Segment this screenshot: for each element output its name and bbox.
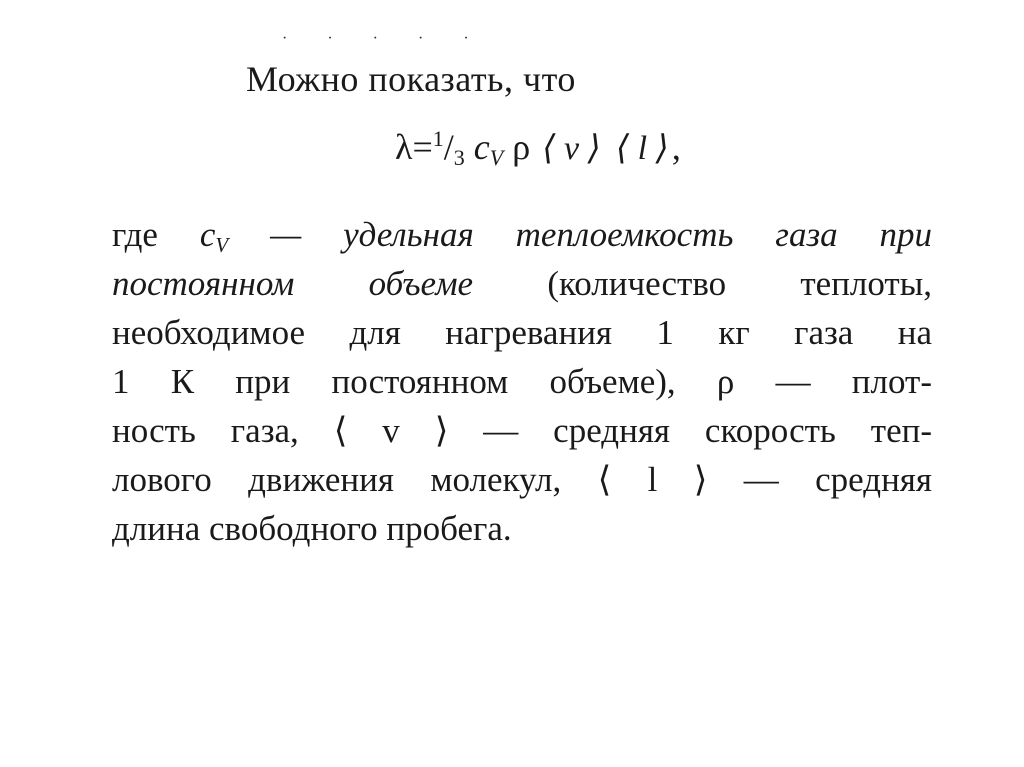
paragraph-line-2-rest: (количество теплоты, — [547, 264, 932, 303]
cv-symbol — [199, 215, 229, 257]
formula-mean-free-path: ⟨ l ⟩ — [615, 130, 669, 167]
header-marks: · · · · · — [282, 30, 487, 47]
cv-letter: c — [199, 215, 216, 254]
paragraph-line-3: необходимое для нагревания 1 кг газа на — [112, 313, 932, 352]
formula-rho: ρ — [512, 127, 531, 167]
formula — [395, 126, 681, 171]
cv-definition-end: постоянном объеме — [112, 264, 474, 303]
paragraph-line-5: ность газа, ⟨ v ⟩ — средняя скорость теп- — [112, 411, 932, 450]
formula-slash: / — [443, 127, 454, 167]
paragraph-line-2 — [112, 259, 932, 308]
formula-comma: , — [671, 127, 681, 167]
paragraph-line-7: длина свободного пробега. — [112, 509, 512, 548]
where-word: где — [112, 215, 158, 254]
formula-denominator: 3 — [453, 145, 465, 170]
paragraph-line-1 — [112, 210, 932, 259]
paragraph-line-4: 1 К при постоянном объеме), ρ — плот- — [112, 362, 932, 401]
formula-c: c — [473, 127, 490, 167]
intro-text: Можно показать, что — [246, 59, 576, 99]
formula-mean-velocity: ⟨ v ⟩ — [542, 130, 601, 167]
explanation-paragraph — [112, 210, 932, 553]
formula-numerator: 1 — [432, 126, 444, 151]
formula-lambda: λ — [395, 127, 413, 167]
cv-subscript: V — [215, 233, 229, 257]
formula-equals: = — [412, 127, 433, 167]
cv-definition: — удельная теплоемкость газа при — [270, 215, 933, 254]
paragraph-line-6: лового движения молекул, ⟨ l ⟩ — средняя — [112, 460, 932, 499]
formula-c-subscript: V — [489, 145, 504, 170]
